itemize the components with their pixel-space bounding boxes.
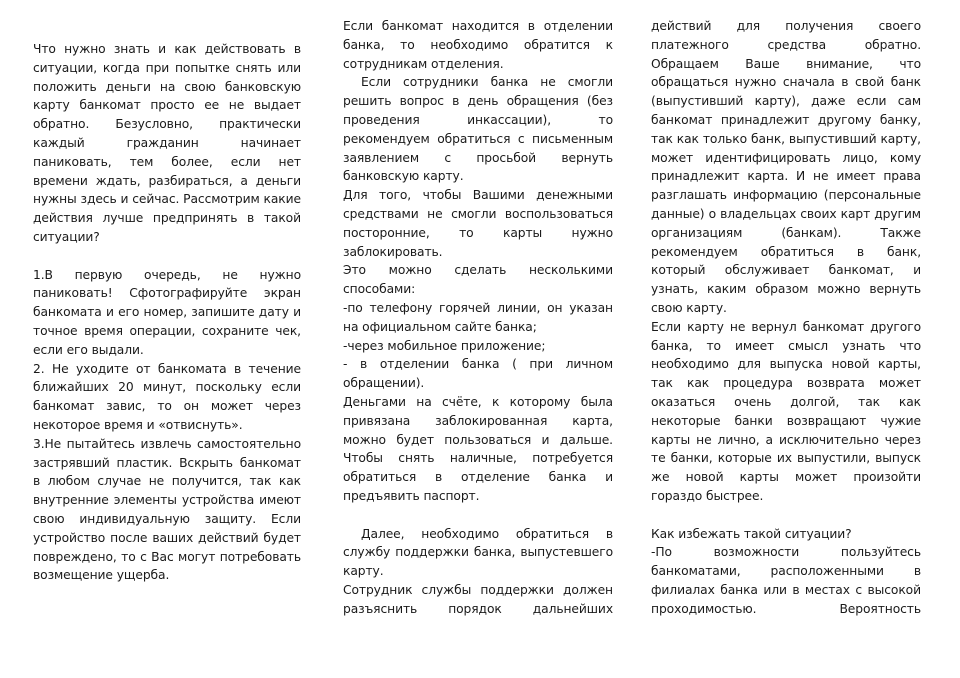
text-column-3 [651, 17, 921, 619]
support-service-paragraph: Далее, необходимо обратиться в службу поддержки банка, выпустевшего карту. [343, 526, 613, 579]
text-column-2 [343, 17, 613, 619]
block-card-paragraph: Для того, чтобы Вашими денежными средствами не смогли воспользоваться посторонние, то карты нужно заблокировать. [343, 188, 613, 259]
way-mobile-app-item: -через мобильное приложение; [343, 338, 546, 353]
paragraph-gap [651, 506, 921, 525]
account-money-paragraph: Деньгами на счёте, к которому была привязана заблокированная карта, можно будет пользоваться и дальше. Чтобы снять наличные, потребуется обратиться в отделение банка и предъявить паспорт. [343, 394, 613, 503]
text-column-1 [33, 40, 301, 585]
own-bank-paragraph: действий для получения своего платежного средства обратно. Обращаем Ваше внимание, что обращаться нужно сначала в свой банк (выпустивший карту), даже если сам банкомат принадлежит другому банку, так как только банк, выпустивший карту, может идентифицировать лицо, кому принадлежит карта. И не имеет права разглашать информацию (персональные данные) о владельцах своих карт другим организациям (банкам). Также рекомендуем обратиться в банк, который обслуживает банкомат, и узнать, каким образом можно вернуть свою карту. [651, 19, 921, 315]
branch-atm-paragraph: Если банкомат находится в отделении банка, то необходимо обратится к сотрудникам отделения. [343, 19, 613, 71]
avoid-tip-paragraph: -По возможности пользуйтесь банкоматами, расположенными в филиалах банка или в местах с высокой проходимостью. Вероятность [651, 545, 921, 616]
support-employee-paragraph: Сотрудник службы поддержки должен разъяснить порядок дальнейших [343, 582, 613, 616]
ways-intro-paragraph: Это можно сделать несколькими способами: [343, 263, 613, 297]
way-hotline-item: -по телефону горячей линии, он указан на официальном сайте банка; [343, 300, 613, 334]
step-3-paragraph: 3.Не пытайтесь извлечь самостоятельно застрявший пластик. Вскрыть банкомат в любом случае не получится, так как внутренние элементы устройства имеют свою индивидуальную защиту. Если устройство после ваших действий будет повреждено, то с Вас могут потребовать возмещение ущерба. [33, 436, 301, 583]
avoid-situation-heading: Как избежать такой ситуации? [651, 526, 852, 541]
paragraph-gap [343, 506, 613, 525]
way-branch-item: - в отделении банка ( при личном обращении). [343, 357, 613, 391]
written-statement-paragraph: Если сотрудники банка не смогли решить вопрос в день обращения (без проведения инкассации), то рекомендуем обратиться с письменным заявлением с просьбой вернуть банковскую карту. [343, 75, 613, 184]
step-1-paragraph: 1.В первую очередь, не нужно паниковать! Сфотографируйте экран банкомата и его номер, запишите дату и точное время операции, сохраните чек, если его выдали. [33, 267, 301, 357]
paragraph-gap [33, 247, 301, 266]
intro-paragraph: Что нужно знать и как действовать в ситуации, когда при попытке снять или положить деньги на свою банковскую карту банкомат просто ее не выдает обратно. Безусловно, практически каждый гражданин начинает паниковать, тем более, если нет времени ждать, разбираться, а деньги нужны здесь и сейчас. Рассмотрим какие действия лучше предпринять в такой ситуации? [33, 42, 301, 244]
other-bank-paragraph: Если карту не вернул банкомат другого банка, то имеет смысл узнать что необходимо для выпуска новой карты, так как процедура возврата может оказаться очень долгой, так как некоторые банки возвращают чужие карты не лично, а исключительно через те банки, которые их выпустили, выпуск же новой карты может произойти гораздо быстрее. [651, 319, 921, 503]
step-2-paragraph: 2. Не уходите от банкомата в течение ближайших 20 минут, поскольку если банкомат завис, то он может через некоторое время и «отвиснуть». [33, 361, 301, 432]
